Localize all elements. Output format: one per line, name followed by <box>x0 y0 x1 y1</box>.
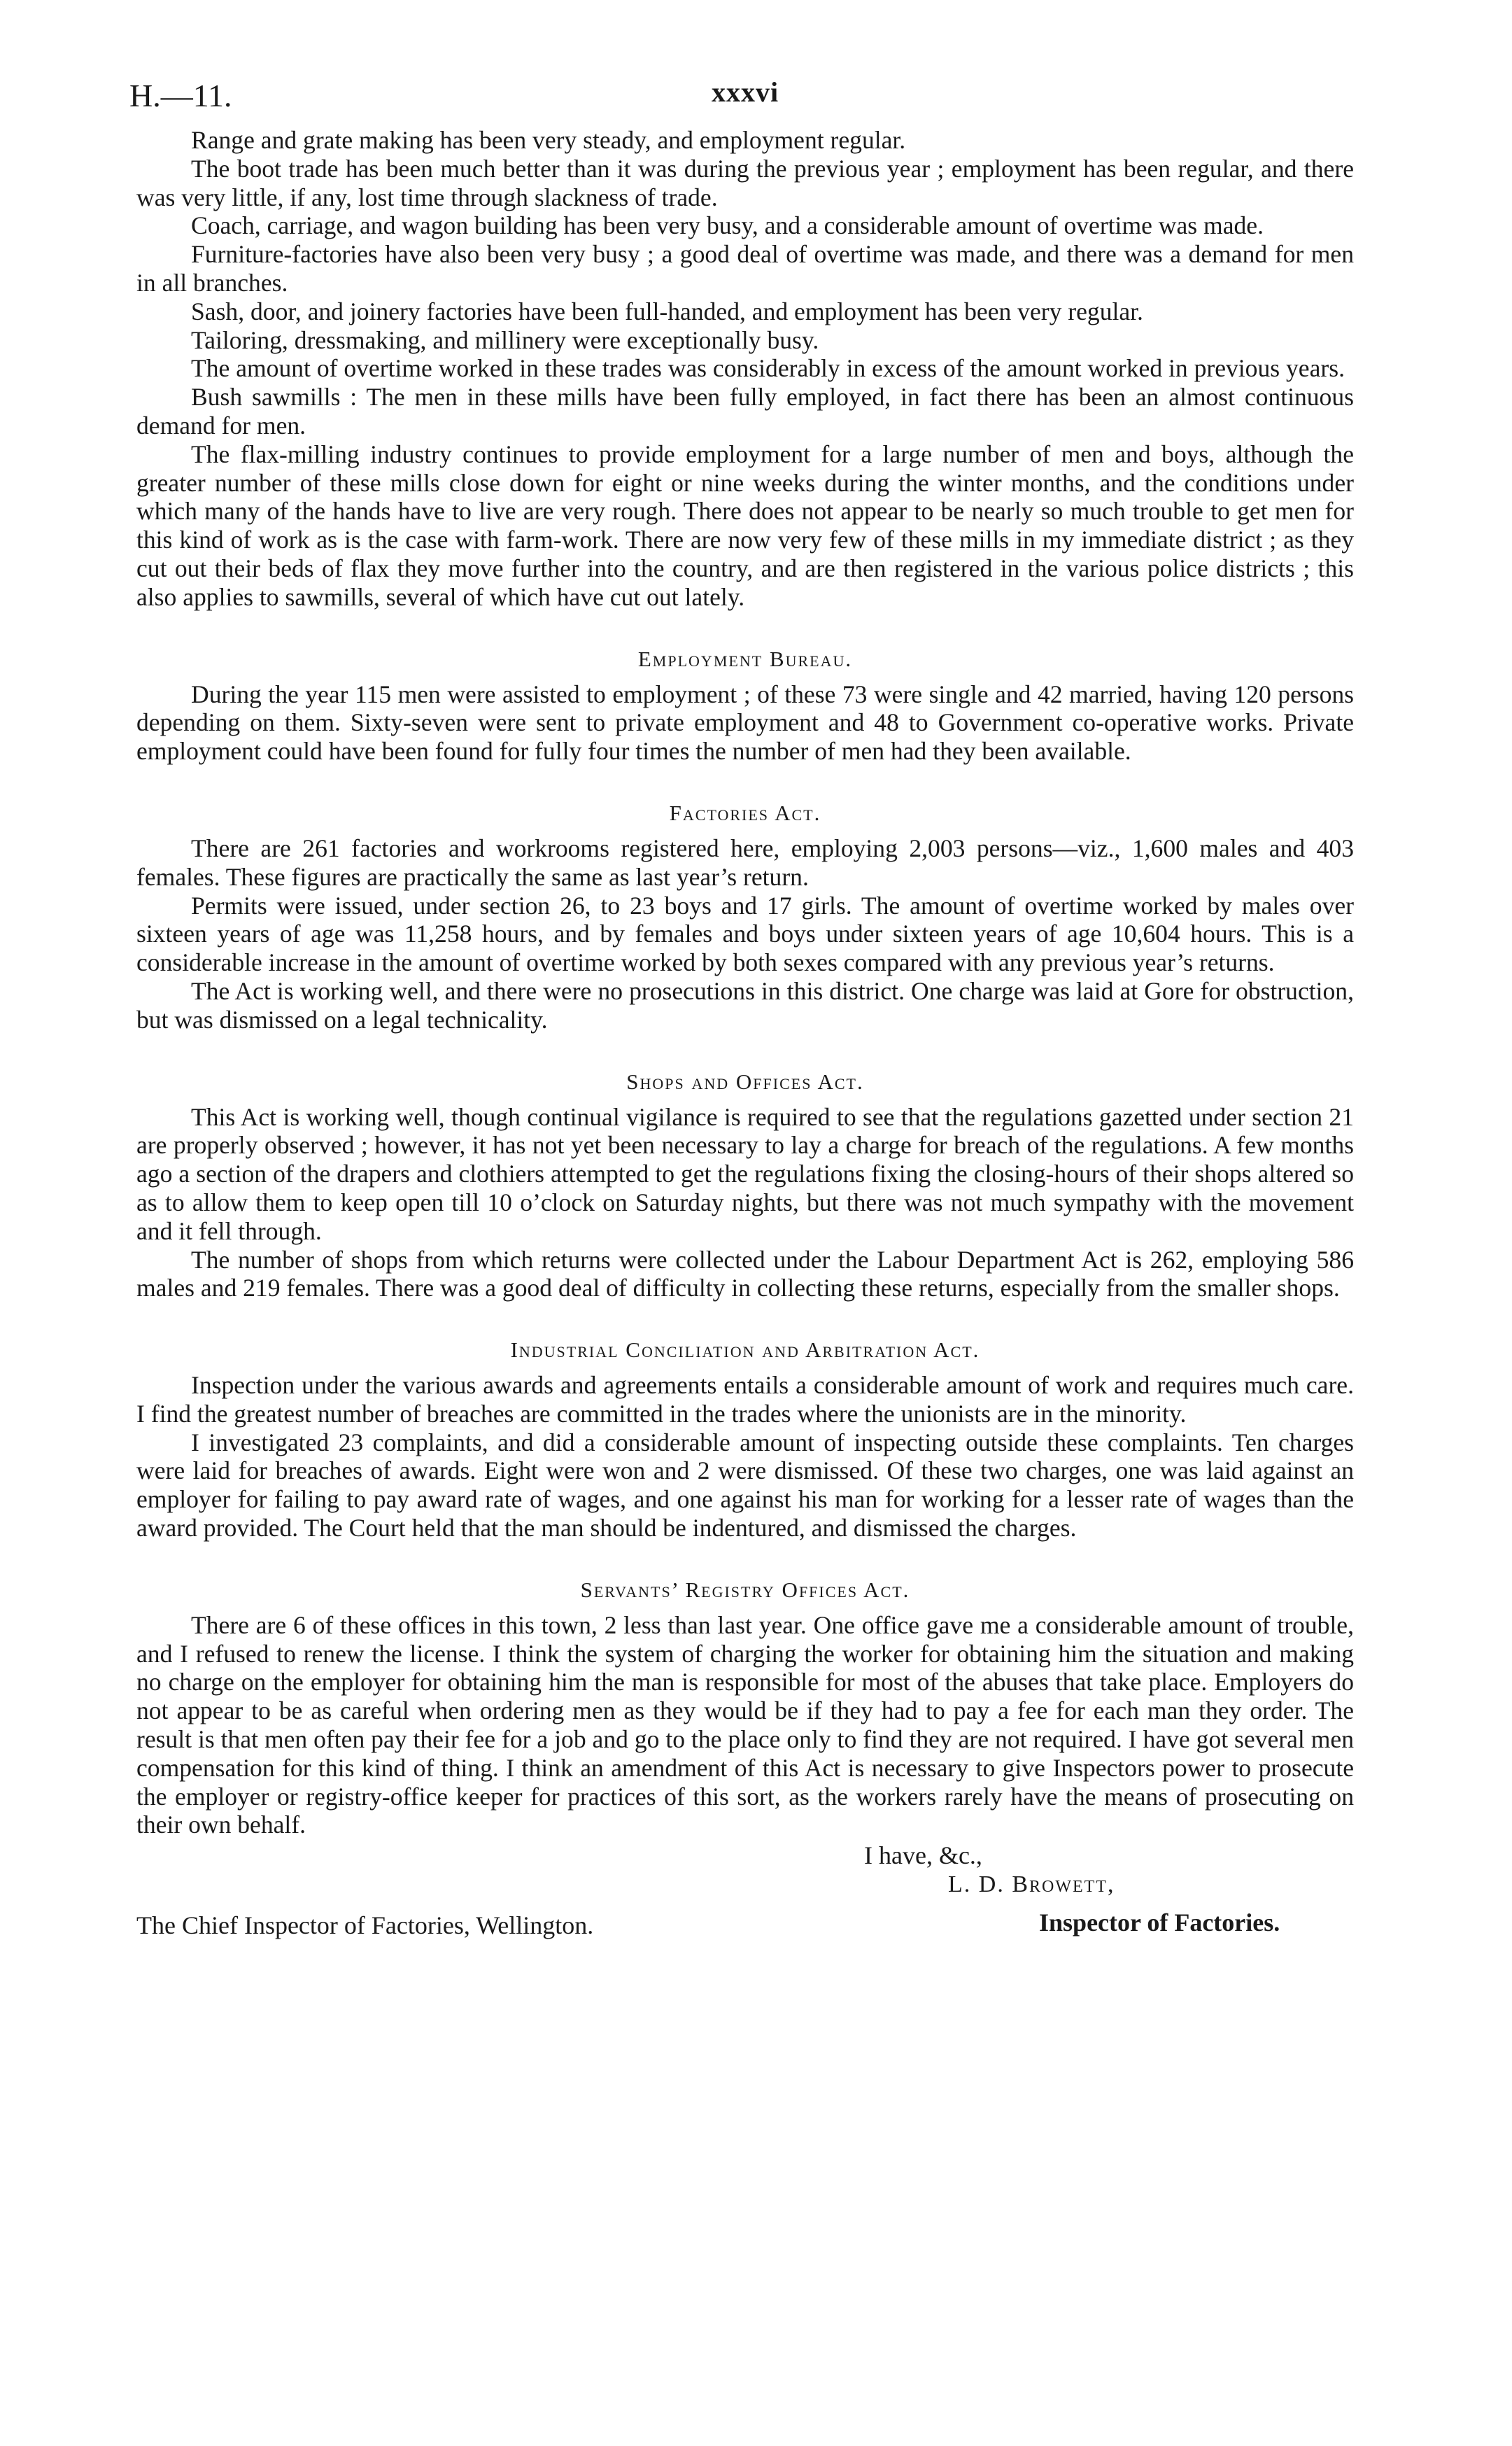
body-paragraph: Sash, door, and joinery factories have been full-handed, and employment has been very regular. <box>191 297 1143 325</box>
signature-block <box>136 1841 1354 1963</box>
document-page <box>129 70 1354 1963</box>
body-paragraph: Tailoring, dressmaking, and millinery were exceptionally busy. <box>191 325 819 354</box>
body-paragraph: There are 261 factories and workrooms registered here, employing 2,003 persons—viz., 1,600 males and 403 females. These figures are practically the same as last year’s return. <box>136 834 1354 891</box>
body-paragraph: The Act is working well, and there were no prosecutions in this district. One charge was laid at Gore for obstruction, but was dismissed on a legal technicality. <box>136 976 1354 1034</box>
page-header <box>129 70 1354 126</box>
body-paragraph: Bush sawmills : The men in these mills have been fully employed, in fact there has been an almost continuous demand for men. <box>136 383 1354 440</box>
document-reference: H.—11. <box>129 78 232 113</box>
body-paragraph: Permits were issued, under section 26, to 23 boys and 17 girls. The amount of overtime worked by males over sixteen years of age was 11,258 hours, and by females and boys under sixteen years of age 10,604 hours. This is a considerable increase in the amount of overtime worked by both sexes compared with any previous year’s returns. <box>136 891 1354 977</box>
section-heading: Shops and Offices Act. <box>626 1069 864 1094</box>
section-heading: Employment Bureau. <box>637 646 853 671</box>
body-paragraph: During the year 115 men were assisted to employment ; of these 73 were single and 42 married, having 120 persons depending on them. Sixty-seven were sent to private employment and 48 to Government co-operative works. Private employment could have been found for fully four times the number of men had they been available. <box>136 680 1354 766</box>
section-heading: Factories Act. <box>669 800 821 825</box>
section-heading: Industrial Conciliation and Arbitration Act. <box>510 1337 980 1363</box>
body-paragraph: The number of shops from which returns were collected under the Labour Department Act is 262, employing 586 males and 219 females. There was a good deal of difficulty in collecting these returns, especially from the smaller shops. <box>136 1245 1354 1302</box>
body-paragraph: Inspection under the various awards and agreements entails a considerable amount of work and requires much care. I find the greatest number of breaches are committed in the trades where the unionists are in the minority. <box>136 1371 1354 1428</box>
arbitration-act-section <box>136 1336 1354 1542</box>
registry-offices-act-section <box>136 1576 1354 1839</box>
body-paragraph: Coach, carriage, and wagon building has been very busy, and a considerable amount of overtime was made. <box>191 211 1264 240</box>
signatory-name: L. D. Browett, <box>948 1871 1115 1898</box>
closing-salutation: I have, &c., <box>864 1841 982 1870</box>
intro-section <box>136 126 1354 612</box>
body-paragraph: I investigated 23 complaints, and did a considerable amount of inspecting outside these complaints. Ten charges were laid for breaches of awards. Eight were won and 2 were dismissed. Of these two charges, one was laid against an employer for failing to pay award rate of wages, and one against his man for working for a lesser rate of wages than the award provided. The Court held that the man should be indentured, and dismissed the charges. <box>136 1428 1354 1542</box>
signatory-title: Inspector of Factories. <box>1039 1909 1280 1937</box>
shops-offices-act-section <box>136 1068 1354 1303</box>
addressee: The Chief Inspector of Factories, Wellington. <box>136 1911 594 1940</box>
employment-bureau-section <box>136 645 1354 766</box>
factories-act-section <box>136 799 1354 1034</box>
body-paragraph: The amount of overtime worked in these trades was considerably in excess of the amount worked in previous years. <box>191 354 1345 383</box>
body-paragraph: Range and grate making has been very steady, and employment regular. <box>191 126 906 154</box>
body-paragraph: Furniture-factories have also been very busy ; a good deal of overtime was made, and there was a demand for men in all branches. <box>136 240 1354 297</box>
page-number: xxxvi <box>711 76 779 108</box>
body-paragraph: There are 6 of these offices in this town, 2 less than last year. One office gave me a considerable amount of trouble, and I refused to renew the license. I think the system of charging the worker for obtaining him the situation and making no charge on the employer for obtaining him the man is responsible for most of the abuses that take place. Employers do not appear to be as careful when ordering men as they would be if they had to pay a fee for each man they order. The result is that men often pay their fee for a job and go to the place only to find they are not required. I have got several men compensation for this kind of thing. I think an amendment of this Act is necessary to give Inspectors power to prosecute the employer or registry-office keeper for practices of this sort, as the workers rarely have the means of prosecuting on their own behalf. <box>136 1610 1354 1839</box>
body-paragraph: This Act is working well, though continual vigilance is required to see that the regulations gazetted under section 21 are properly observed ; however, it has not yet been necessary to lay a charge for breach of the regulations. A few months ago a section of the drapers and clothiers attempted to get the regulations fixing the closing-hours of their shops altered so as to allow them to keep open till 10 o’clock on Saturday nights, but there was not much sympathy with the movement and it fell through. <box>136 1102 1354 1245</box>
body-paragraph: The boot trade has been much better than it was during the previous year ; employment has been regular, and there was very little, if any, lost time through slackness of trade. <box>136 154 1354 211</box>
section-heading: Servants’ Registry Offices Act. <box>580 1577 910 1602</box>
body-paragraph: The flax-milling industry continues to provide employment for a large number of men and boys, although the greater number of these mills close down for eight or nine weeks during the winter months, and the conditions under which many of the hands have to live are very rough. There does not appear to be nearly so much trouble to get men for this kind of work as is the case with farm-work. There are now very few of these mills in my immediate district ; as they cut out their beds of flax they move further into the country, and are then registered in the various police districts ; this also applies to sawmills, several of which have cut out lately. <box>136 440 1354 611</box>
